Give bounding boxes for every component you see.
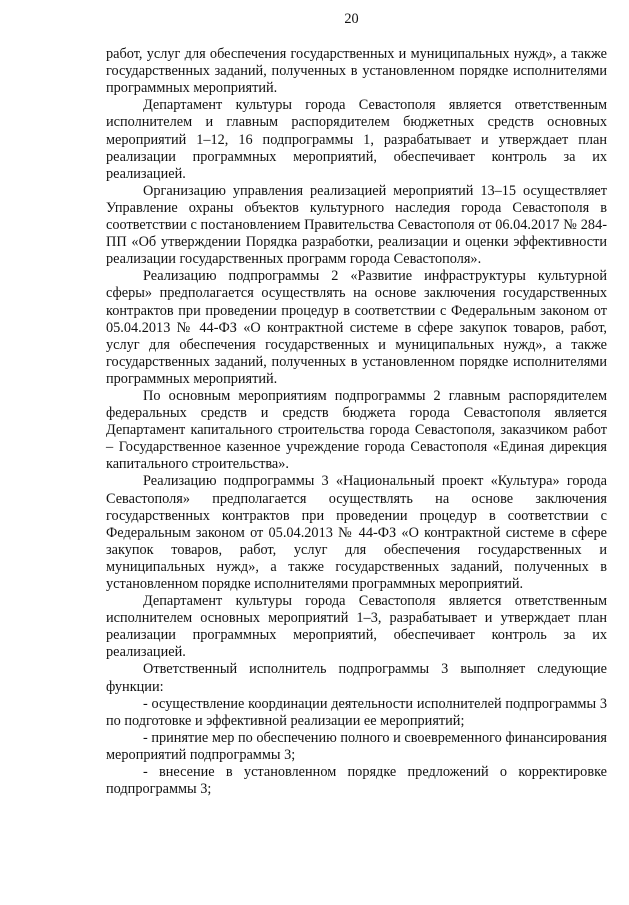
paragraph-department-culture: Департамент культуры города Севастополя является ответственным исполнителем и главным распорядителем бюджетных средств основных мероприятий 1–12, 16 подпрограммы 1, разрабатывает и утверждает план реализации программных мероприятий, обеспечивает контроль за их реализацией. [106,97,607,182]
paragraph-department-responsible: Департамент культуры города Севастополя является ответственным исполнителем основных мероприятий 1–3, разрабатывает и утверждает план реализации программных мероприятий, обеспечивает контроль за их реализацией. [106,593,607,661]
list-item-financing: - принятие мер по обеспечению полного и своевременного финансирования мероприятий подпрограммы 3; [106,729,607,763]
paragraph-functions-intro: Ответственный исполнитель подпрограммы 3 выполняет следующие функции: [106,661,607,695]
list-item-corrections: - внесение в установленном порядке предложений о корректировке подпрограммы 3; [106,764,607,798]
paragraph-main-measures: По основным мероприятиям подпрограммы 2 главным распорядителем федеральных средств и средств бюджета города Севастополя является Департамент капитального строительства города Севастополя, заказчиком работ – Государственное казенное учреждение города Севастополя «Единая дирекция капитального строительства». [106,387,607,473]
paragraph-subprogram-3: Реализацию подпрограммы 3 «Национальный проект «Культура» города Севастополя» предполагается осуществлять на основе заключения государственных контрактов при проведении процедур в соответствии с Федеральным законом от 05.04.2013 № 44-ФЗ «О контрактной системе в сфере закупок товаров, работ, услуг для обеспечения государственных и муниципальных нужд», а также государственных заданий, полученных в установленном порядке исполнителями программных мероприятий. [106,473,607,592]
paragraph-organization: Организацию управления реализацией мероприятий 13–15 осуществляет Управление охраны объектов культурного наследия города Севастополя в соответствии с постановлением Правительства Севастополя от 06.04.2017 № 284-ПП «Об утверждении Порядка разработки, реализации и оценки эффективности реализации государственных программ города Севастополя». [106,182,607,268]
page-number: 20 [344,11,359,27]
paragraph-subprogram-2: Реализацию подпрограммы 2 «Развитие инфраструктуры культурной сферы» предполагается осуществлять на основе заключения государственных контрактов при проведении процедур в соответствии с Федеральным законом от 05.04.2013 № 44-ФЗ «О контрактной системе в сфере закупок товаров, работ, услуг для обеспечения государственных и муниципальных нужд», а также государственных заданий, полученных в установленном порядке исполнителями программных мероприятий. [106,268,607,387]
paragraph-continuation: работ, услуг для обеспечения государственных и муниципальных нужд», а также государственных заданий, полученных в установленном порядке исполнителями программных мероприятий. [106,46,607,97]
list-item-coordination: - осуществление координации деятельности исполнителей подпрограммы 3 по подготовке и эффективной реализации ее мероприятий; [106,695,607,729]
